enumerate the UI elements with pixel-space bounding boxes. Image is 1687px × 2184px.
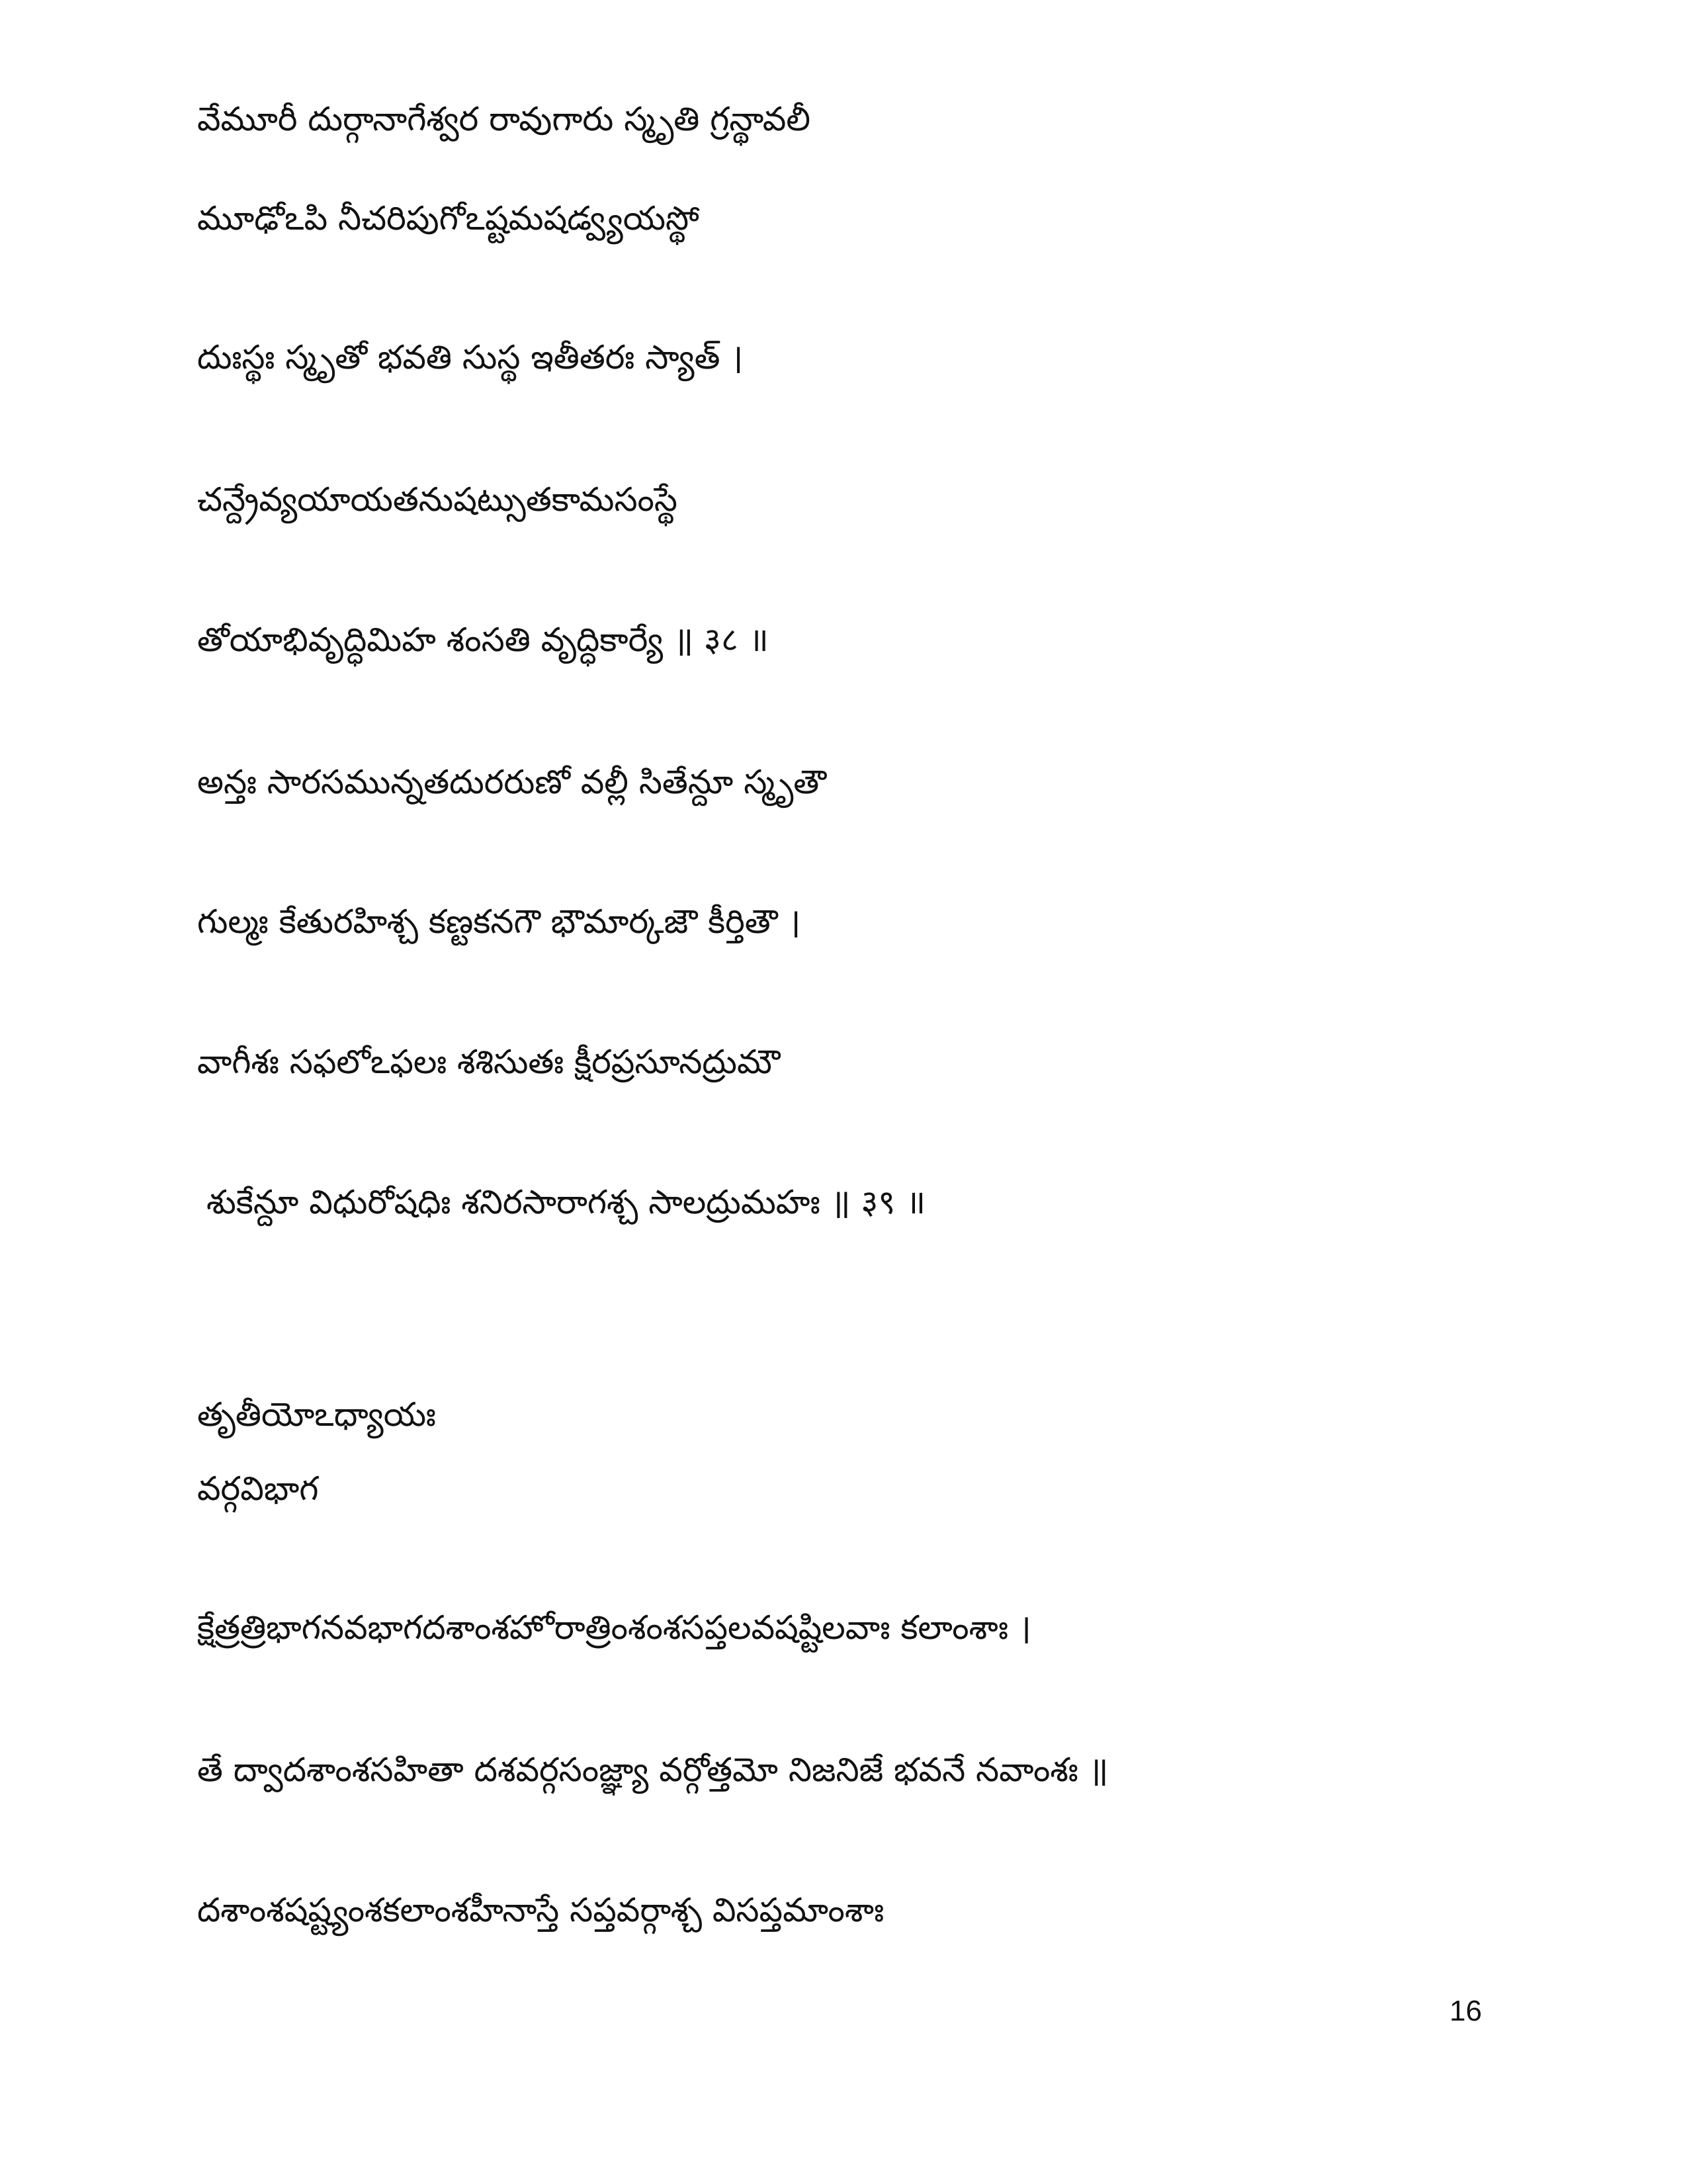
verse-line: గుల్మః కేతురహిశ్చ కణ్టకనగౌ భౌమార్కజౌ కీర్తితౌ ।	[197, 902, 801, 941]
page-number: 16	[1449, 1995, 1482, 2027]
verse-line: తే ద్వాదశాంశసహితా దశవర్గసంజ్ఞ్యా వర్గోత్తమో నిజనిజే భవనే నవాంశః ॥	[197, 1751, 1109, 1789]
section-title: వర్గవిభాగ	[197, 1469, 319, 1508]
verse-line: తోయాభివృద్ధిమిహ శంసతి వృద్ధికార్యే ॥ ३८ ॥	[197, 621, 769, 659]
verse-line: వాగీశః సఫలోఽఫలః శశిసుతః క్షీరప్రసూనద్రుమౌ	[197, 1043, 781, 1081]
verse-line: చన్ద్రేవ్యయాయతనుషట్సుతకామసంస్థే	[197, 480, 677, 519]
chapter-title: తృతీయోఽధ్యాయః	[197, 1395, 436, 1434]
verse-line: మూఢోఽపి నీచరిపుగోఽష్టమషడ్వ్యయస్థో	[197, 199, 699, 238]
verse-line: దశాంశషష్ట్యంశకలాంశహీనాస్తే సప్తవర్గాశ్చ విసప్తమాంశాః	[197, 1891, 885, 1929]
verse-line: అన్తః సారసమున్నతదురరుణో వల్లీ సితేన్దూ స్మృతౌ	[197, 763, 826, 801]
verse-line: దుఃస్థః స్మృతో భవతి సుస్థ ఇతీతరః స్యాత్ ।	[197, 338, 744, 376]
verse-line: క్షేత్రత్రిభాగనవభాగదశాంశహోరాత్రింశంశసప్తలవషష్టిలవాః కలాంశాః ।	[197, 1608, 1031, 1647]
verse-line: శుకేన్దూ విధురోషధిః శనిరసారాగశ్చ సాలద్రుమహః ॥ ३९ ॥	[206, 1183, 926, 1221]
running-header: వేమూరీ దుర్గానాగేశ్వర రావుగారు స్మృతి గ్రన్థావలీ	[197, 100, 810, 138]
